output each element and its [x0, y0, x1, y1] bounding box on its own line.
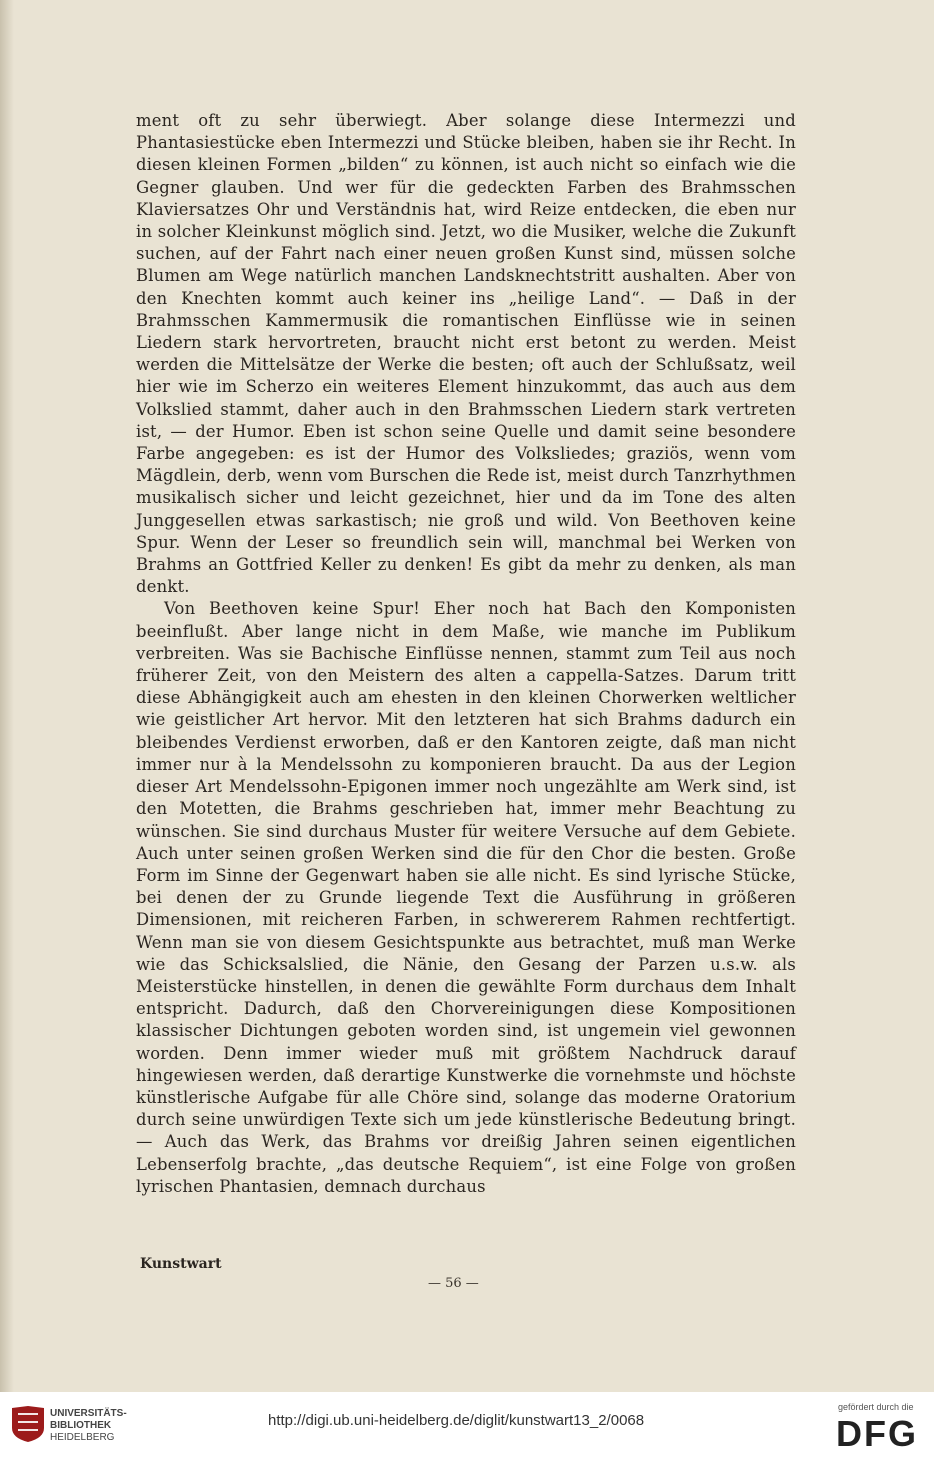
dfg-logo: DFG	[836, 1413, 918, 1454]
funder-caption: gefördert durch die	[838, 1402, 914, 1412]
page-number: — 56 —	[428, 1276, 479, 1291]
ub-heidelberg-logo-icon	[10, 1404, 46, 1444]
paragraph-2: Von Beethoven keine Spur! Eher noch hat Bach den Komponisten beeinflußt. Aber lange nicht in dem Maße, wie manche im Publikum verbreiten. Was sie Bachische Einflüsse nennen, stammt zum Teil aus noch früherer Zeit, von den Meistern des alten a cappella-Satzes. Darum tritt diese Abhängigkeit auch am ehesten in den kleinen Chorwerken weltlicher wie geistlicher Art hervor. Mit den letzteren hat sich Brahms dadurch ein bleibendes Verdienst erworben, daß er den Kantoren zeigte, daß man nicht immer nur à la Mendelssohn zu komponieren braucht. Da aus der Legion dieser Art Mendelssohn-Epigonen immer noch ungezählte am Werk sind, ist den Motetten, die Brahms geschrieben hat, immer mehr Beachtung zu wünschen. Sie sind durchaus Muster für weitere Versuche auf dem Gebiete. Auch unter seinen großen Werken sind die für den Chor die besten. Große Form im Sinne der Gegenwart haben sie alle nicht. Es sind lyrische Stücke, bei denen der zu Grunde liegende Text die Ausführung in größeren Dimensionen, mit reicheren Farben, in schwererem Rahmen rechtfertigt. Wenn man sie von diesem Gesichtspunkte aus betrachtet, muß man Werke wie das Schicksalslied, die Nänie, den Gesang der Parzen u.s.w. als Meisterstücke hinstellen, in denen die gewählte Form durchaus dem Inhalt entspricht. Dadurch, daß den Chorvereinigungen diese Kompositionen klassischer Dichtungen geboten worden sind, ist ungemein viel gewonnen worden. Denn immer wieder muß mit größtem Nachdruck darauf hingewiesen werden, daß derartige Kunstwerke die vornehmste und höchste künstlerische Aufgabe für alle Chöre sind, solange das moderne Oratorium durch seine unwürdigen Texte sich um jede künstlerische Bedeutung bringt. — Auch das Werk, das Brahms vor dreißig Jahren seinen eigentlichen Lebenserfolg brachte, „das deutsche Requiem“, ist eine Folge von großen lyrischen Phantasien, demnach durchaus	[136, 599, 796, 1196]
journal-footer-label: Kunstwart	[140, 1256, 222, 1272]
library-name: UNIVERSITÄTS- BIBLIOTHEK HEIDELBERG	[50, 1408, 127, 1443]
source-url-link[interactable]: http://digi.ub.uni-heidelberg.de/diglit/kunstwart13_2/0068	[268, 1412, 645, 1429]
body-text	[136, 110, 796, 1198]
paragraph-1: ment oft zu sehr überwiegt. Aber solange diese Intermezzi und Phantasiestücke eben Intermezzi und Stücke bleiben, haben sie ihr Recht. In diesen kleinen Formen „bilden“ zu können, ist auch nicht so einfach wie die Gegner glauben. Und wer für die gedeckten Farben des Brahmsschen Klaviersatzes Ohr und Verständnis hat, wird Reize entdecken, die eben nur in solcher Kleinkunst möglich sind. Jetzt, wo die Musiker, welche die Zukunft suchen, auf der Fahrt nach einer neuen großen Kunst sind, müssen solche Blumen am Wege natürlich manchen Landsknechtstritt aushalten. Aber von den Knechten kommt auch keiner ins „heilige Land“. — Daß in der Brahmsschen Kammermusik die romantischen Einflüsse wie in seinen Liedern stark hervortreten, braucht nicht erst betont zu werden. Meist werden die Mittelsätze der Werke die besten; oft auch der Schlußsatz, weil hier wie im Scherzo ein weiteres Element hinzukommt, das auch aus dem Volkslied stammt, daher auch in den Brahmsschen Liedern stark vertreten ist, — der Humor. Eben ist schon seine Quelle und damit seine besondere Farbe angegeben: es ist der Humor des Volksliedes; graziös, wenn vom Mägdlein, derb, wenn vom Burschen die Rede ist, meist durch Tanzrhythmen musikalisch sicher und leicht gezeichnet, hier und da im Tone des alten Junggesellen etwas sarkastisch; nie groß und wild. Von Beethoven keine Spur. Wenn der Leser so freundlich sein will, manchmal bei Werken von Brahms an Gottfried Keller zu denken! Es gibt da mehr zu denken, als man denkt.	[136, 111, 796, 597]
